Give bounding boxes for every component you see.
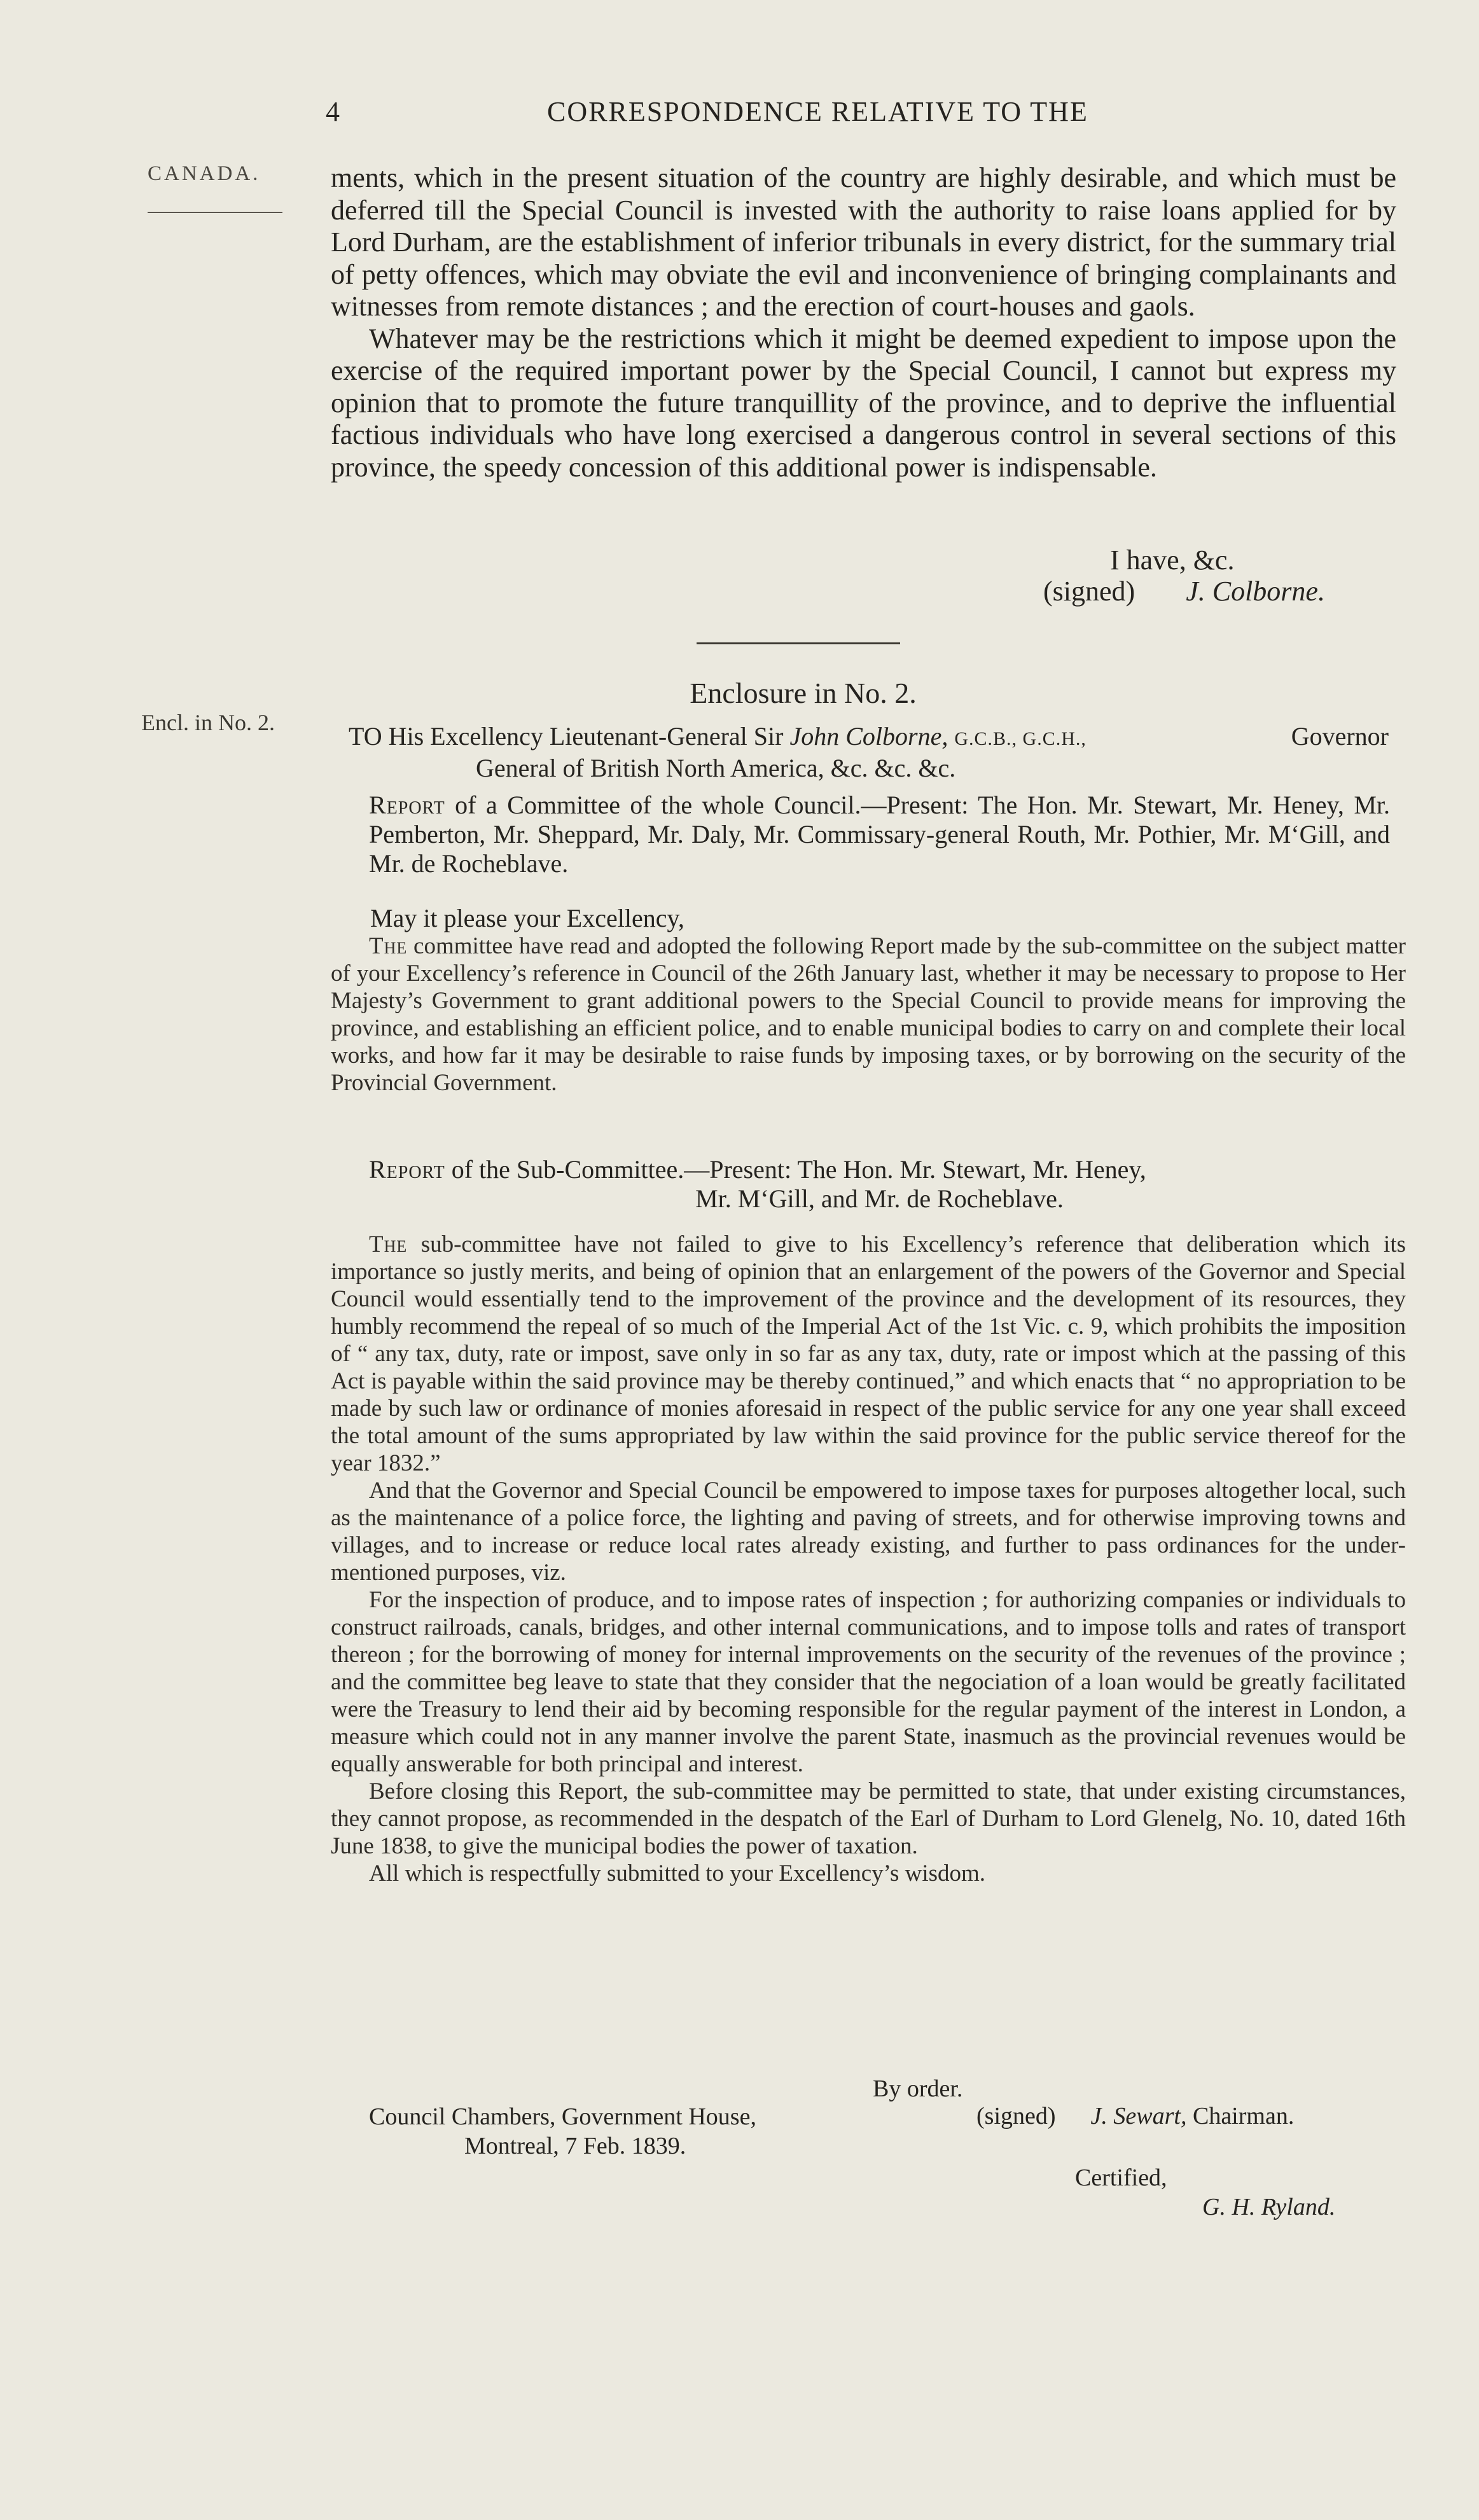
signer-name: J. Colborne. [1186,576,1325,607]
letter-paragraph-2: Whatever may be the restrictions which it might be deemed expedient to impose upon the exercise of the required important power by the Special Council, I cannot but express my opinion that to promote the future tranquillity of the province, and to deprive the influential factious individuals who have long exercised a dangerous control in several sections of this province, the speedy concession of this additional power is indispensable. [331,322,1396,483]
report-label: Report [369,791,445,819]
signed-label: (signed) [976,2103,1056,2129]
page-number: 4 [326,96,340,127]
paragraph-text: sub-committee have not failed to give to his Excellency’s reference that deliberation which its importance so justly merits, and being of opinion that an enlargement of the powers of the Governor and Special Council would essentially tend to the improvement of the province and the development of its resources, they humbly recommend the repeal of so much of the Imperial Act of the 1st Vic. c. 9, which prohibits the imposition of “ any tax, duty, rate or impost, save only in so far as any tax, duty, rate or impost which at the passing of this Act is payable within the said province may be thereby continued,” and which enacts that “ no appropriation to be made by such law or ordinance of monies aforesaid in respect of the public service for any one year shall exceed the total amount of the sums appropriated by law within the said province for the public service thereof for the year 1832.” [331,1231,1406,1476]
letter-closing: I have, &c. [1110,544,1235,576]
paragraph-lead: The [369,1231,408,1257]
subcommittee-body [331,1231,1406,1887]
letter-signature [1043,575,1325,607]
salutation: May it please your Excellency, [370,904,684,932]
signed-label: (signed) [1043,576,1135,607]
letter-paragraph-1: ments, which in the present situation of the country are highly desirable, and which must be deferred till the Special Council is invested with the authority to raise loans applied for by Lord Durham, are the establishment of inferior tribunals in every district, for the summary trial of petty offences, which may obviate the evil and inconvenience of bringing complainants and witnesses from remote distances ; and the erection of court-houses and gaols. [331,162,1396,322]
report-heading-text: of a Committee of the whole Council.—Present: The Hon. Mr. Stewart, Mr. Heney, Mr. Pemberton, Mr. Sheppard, Mr. Daly, Mr. Commissary-general Routh, Mr. Pothier, Mr. M‘Gill, and Mr. de Rocheblave. [369,791,1391,878]
address-line-1 [349,722,1389,754]
committee-report-heading [369,791,1390,878]
addressee-name: John Colborne, [789,722,948,751]
address-suffix: Governor [1291,722,1389,751]
section-divider [697,642,900,644]
report-label: Report [369,1155,445,1184]
certifier-name: G. H. Ryland. [1202,2194,1336,2220]
subcommittee-report-heading [369,1155,1390,1214]
paragraph-lead: The [369,933,408,959]
council-location [369,2102,756,2161]
chairman-title: Chairman. [1192,2103,1295,2129]
address-prefix: TO His Excellency Lieutenant-General Sir [349,722,784,751]
paragraph-text: committee have read and adopted the following Report made by the sub-committee on the subject matter of your Excellency’s reference in Council of the 26th January last, whether it may be necessary to propose to Her Majesty’s Government to grant additional powers to the Special Council to provide means for improving the province, and establishing an efficient police, and to enable municipal bodies to carry on and complete their local works, and how far it may be desirable to raise funds by imposing taxes, or by borrowing on the security of the Provincial Government. [331,933,1406,1096]
address-block [349,722,1389,783]
address-line-2: General of British North America, &c. &c. &c. [476,754,956,782]
committee-paragraph [331,932,1406,1097]
paragraph-submission: All which is respectfully submitted to your Excellency’s wisdom. [369,1860,986,1887]
addressee-honours: G.C.B., G.C.H., [954,728,1087,749]
by-order: By order. [873,2075,963,2102]
council-date: Montreal, 7 Feb. 1839. [464,2133,686,2159]
margin-note-canada: CANADA. [148,162,261,185]
margin-note-enclosure: Encl. in No. 2. [141,710,275,735]
enclosure-heading: Enclosure in No. 2. [690,677,917,709]
margin-divider [148,212,282,213]
paragraph-closing: Before closing this Report, the sub-committee may be permitted to state, that under existing circumstances, they cannot propose, as recommended in the despatch of the Earl of Durham to Lord Glenelg, No. 10, dated 16th June 1838, to give the municipal bodies the power of taxation. [331,1778,1406,1859]
running-header: CORRESPONDENCE RELATIVE TO THE [547,96,1088,127]
council-line-1: Council Chambers, Government House, [369,2103,756,2130]
report-heading-line-2: Mr. M‘Gill, and Mr. de Rocheblave. [695,1184,1064,1213]
letter-body [331,162,1396,483]
report-heading-text: of the Sub-Committee.—Present: The Hon. Mr. Stewart, Mr. Heney, [451,1155,1146,1184]
paragraph-taxes: And that the Governor and Special Council be empowered to impose taxes for purposes altogether local, such as the maintenance of a police force, the lighting and paving of streets, and for otherwise improving towns and villages, and to increase or reduce local rates already existing, and further to pass ordinances for the under-mentioned purposes, viz. [331,1478,1406,1586]
chairman-name: J. Sewart, [1090,2103,1187,2129]
chairman-signature [976,2102,1294,2130]
paragraph-inspection: For the inspection of produce, and to impose rates of inspection ; for authorizing companies or individuals to construct railroads, canals, bridges, and other internal communications, and to impose tolls and rates of transport thereon ; for the borrowing of money for internal improvements on the security of the revenues of the province ; and the committee beg leave to state that they consider that the negociation of a loan would be greatly facilitated were the Treasury to lend their aid by becoming responsible for the regular payment of the interest in London, a measure which could not in any manner involve the parent State, inasmuch as the provincial revenues would be equally answerable for both principal and interest. [331,1587,1406,1777]
certified-label: Certified, [1075,2164,1167,2191]
